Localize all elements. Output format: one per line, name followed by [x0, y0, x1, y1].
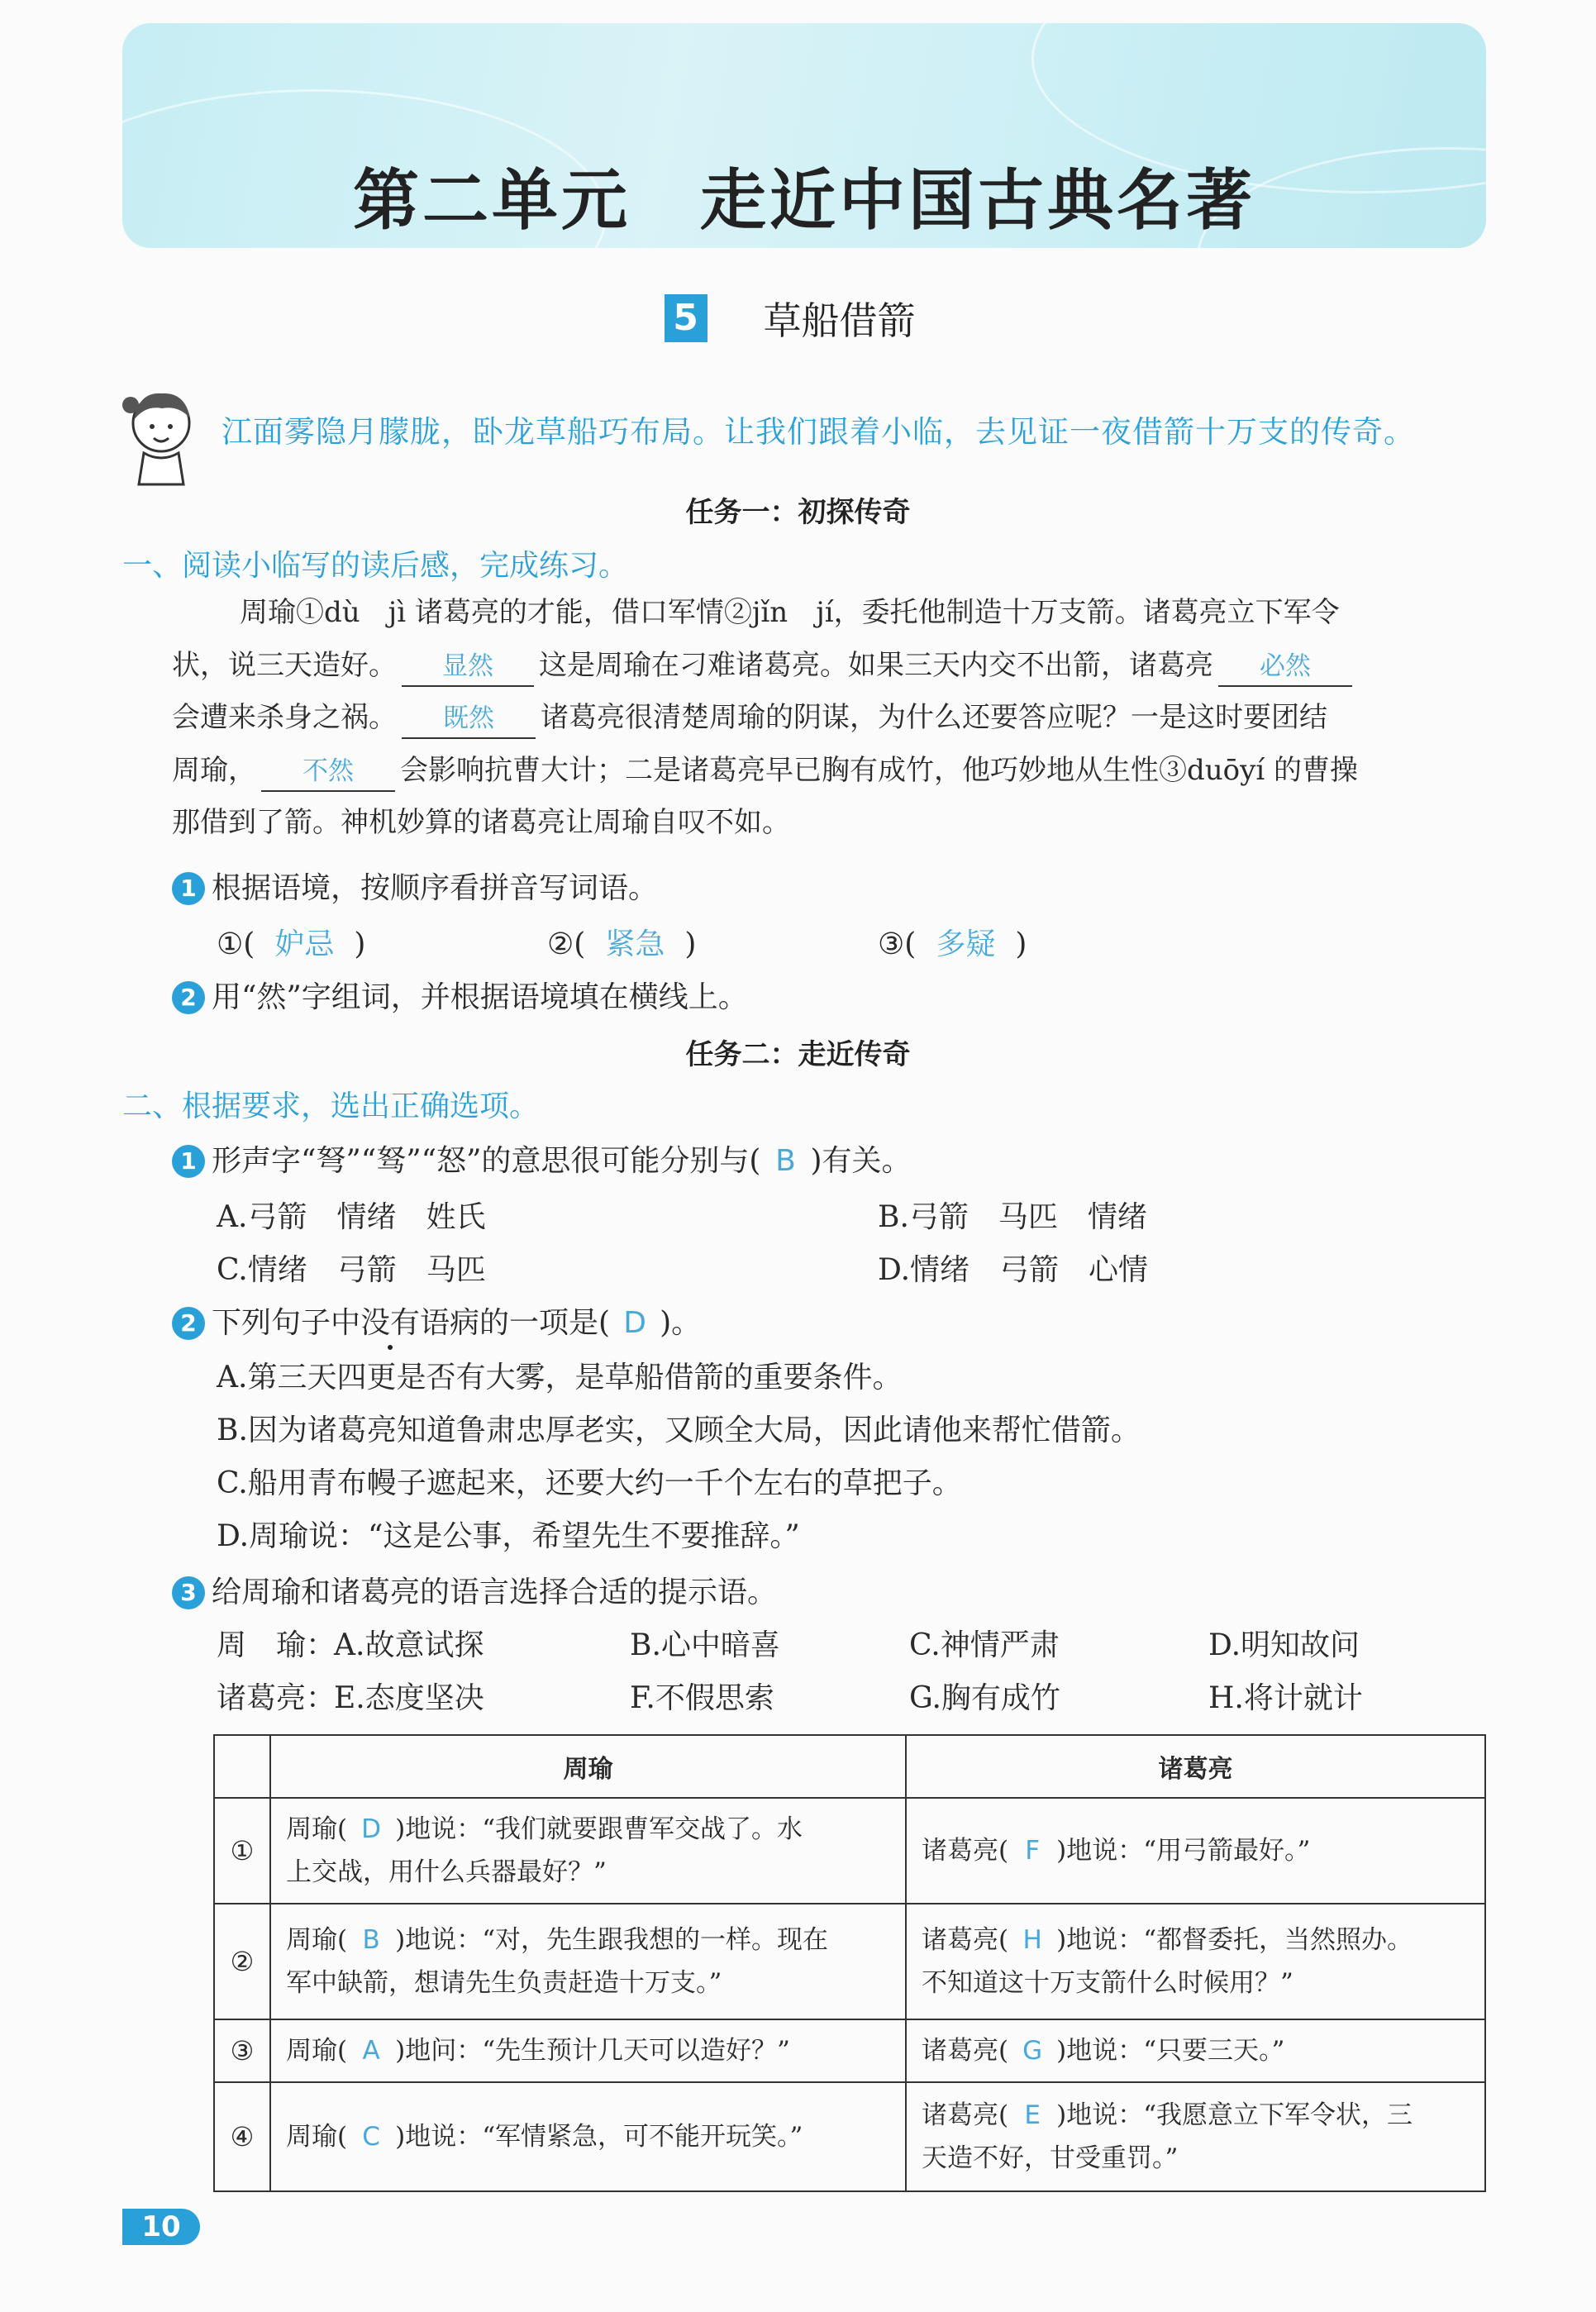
cue-option-b: B.心中暗喜 — [630, 1628, 780, 1662]
blank-4[interactable]: 不然 — [261, 752, 395, 792]
blank-1[interactable]: 显然 — [402, 647, 534, 687]
question-number-badge: 1 — [172, 872, 205, 905]
unit-title: 第二单元 走近中国古典名著 — [353, 162, 1255, 239]
row-index: ① — [214, 1798, 270, 1904]
option-a[interactable]: A.第三天四更是否有大雾，是草船借箭的重要条件。 — [217, 1361, 903, 1394]
lesson-number: 5 — [665, 294, 707, 342]
s2-question-2: 2 下列句子中没有语病的一项是( D )。 — [172, 1299, 701, 1342]
unit-banner — [122, 23, 1486, 248]
blank-3[interactable]: 既然 — [402, 699, 536, 739]
table-row — [214, 1904, 1485, 2019]
option-d[interactable]: D.周瑜说：“这是公事，希望先生不要推辞。” — [217, 1519, 800, 1553]
cell-answer[interactable]: D — [361, 1814, 382, 1844]
option-c[interactable]: C.船用青布幔子遮起来，还要大约一千个左右的草把子。 — [217, 1466, 962, 1500]
zhuge-cell: 诸葛亮( F )地说：“用弓箭最好。” — [906, 1798, 1485, 1904]
table-row — [214, 2082, 1485, 2191]
row-index: ④ — [214, 2082, 270, 2191]
passage-line-3: 会遭来杀身之祸。 既然 诸葛亮很清楚周瑜的阴谋，为什么还要答应呢？一是这时要团结 — [172, 692, 1486, 745]
task2-heading: 任务二：走近传奇 — [685, 1038, 911, 1071]
s1-question-1: 1 根据语境，按顺序看拼音写词语。 — [172, 865, 658, 907]
reading-passage — [172, 587, 1486, 850]
s2-question-3: 3 给周瑜和诸葛亮的语言选择合适的提示语。 — [172, 1569, 777, 1611]
s1-question-2: 2 用“然”字组词，并根据语境填在横线上。 — [172, 974, 748, 1016]
cue-option-d: D.明知故问 — [1208, 1628, 1360, 1662]
cell-answer[interactable]: B — [362, 1925, 380, 1955]
zhuge-cell: 诸葛亮( E )地说：“我愿意立下军令状，三 天造不好，甘受重罚。” — [906, 2082, 1485, 2191]
cue-option-h: H.将计就计 — [1208, 1681, 1363, 1715]
passage-line-5: 那借到了箭。神机妙算的诸葛亮让周瑜自叹不如。 — [172, 806, 790, 839]
cue-option-f: F.不假思索 — [630, 1681, 774, 1715]
emphasis-dotted: 没有 — [360, 1306, 421, 1340]
question-number-badge: 1 — [172, 1145, 205, 1178]
cell-answer[interactable]: C — [362, 2122, 380, 2152]
s2-q1-answer[interactable]: B — [775, 1144, 796, 1178]
section2-heading: 二、根据要求，选出正确选项。 — [122, 1089, 540, 1123]
zhouyu-cell: 周瑜( D )地说：“我们就要跟曹军交战了。水 上交战，用什么兵器最好？” — [270, 1798, 906, 1904]
cell-answer[interactable]: A — [362, 2036, 380, 2066]
cell-answer[interactable]: F — [1025, 1836, 1041, 1866]
zhuge-cell: 诸葛亮( G )地说：“只要三天。” — [906, 2019, 1485, 2082]
zhouyu-cell: 周瑜( A )地问：“先生预计几天可以造好？” — [270, 2019, 906, 2082]
passage-line-1: 周瑜①dù jì 诸葛亮的才能，借口军情②jǐn jí，委托他制造十万支箭。诸葛亮立下军令 — [240, 596, 1340, 629]
option-a[interactable]: A.弓箭 情绪 姓氏 — [217, 1200, 486, 1234]
table-row — [214, 2019, 1485, 2082]
page-number: 10 — [122, 2209, 200, 2245]
table-header-zhouyu: 周瑜 — [270, 1735, 906, 1798]
cell-answer[interactable]: H — [1022, 1925, 1042, 1955]
cue-option-a: A.故意试探 — [334, 1628, 484, 1662]
section1-heading: 一、阅读小临写的读后感，完成练习。 — [122, 549, 629, 583]
zhuge-cell: 诸葛亮( H )地说：“都督委托，当然照办。 不知道这十万支箭什么时候用？” — [906, 1904, 1485, 2019]
s2-question-1: 1 形声字“弩”“驽”“怒”的意思很可能分别与( B )有关。 — [172, 1137, 912, 1180]
option-d[interactable]: D.情绪 弓箭 心情 — [878, 1253, 1149, 1287]
s1-q1-answer-3: ③( 多疑 ) — [878, 927, 1027, 961]
zhouyu-options-label: 周 瑜： — [217, 1628, 336, 1662]
table-header-zhuge: 诸葛亮 — [906, 1735, 1485, 1798]
option-b[interactable]: B.弓箭 马匹 情绪 — [878, 1200, 1147, 1234]
dialogue-table — [213, 1734, 1486, 2192]
option-b[interactable]: B.因为诸葛亮知道鲁肃忠厚老实，又顾全大局，因此请他来帮忙借箭。 — [217, 1413, 1141, 1447]
s2-q2-answer[interactable]: D — [623, 1306, 646, 1340]
cue-option-e: E.态度坚决 — [334, 1681, 484, 1715]
row-index: ③ — [214, 2019, 270, 2082]
table-row — [214, 1798, 1485, 1904]
s1-q1-answer-1: ①( 妒忌 ) — [217, 927, 366, 961]
lesson-heading — [0, 291, 1596, 346]
passage-line-2: 状，说三天造好。 显然 这是周瑜在刁难诸葛亮。如果三天内交不出箭，诸葛亮 必然 — [172, 640, 1486, 693]
zhouyu-cell: 周瑜( C )地说：“军情紧急，可不能开玩笑。” — [270, 2082, 906, 2191]
row-index: ② — [214, 1904, 270, 2019]
table-header-row — [214, 1735, 1485, 1798]
zhouyu-cell: 周瑜( B )地说：“对，先生跟我想的一样。现在 军中缺箭，想请先生负责赶造十万支。” — [270, 1904, 906, 2019]
s1-q1-answer-2: ②( 紧急 ) — [547, 927, 697, 961]
girl-avatar-icon — [116, 380, 207, 488]
zhuge-options-label: 诸葛亮： — [217, 1681, 336, 1715]
passage-line-4: 周瑜， 不然 会影响抗曹大计；二是诸葛亮早已胸有成竹，他巧妙地从生性③duōyí 的曹操 — [172, 745, 1486, 798]
task1-heading: 任务一：初探传奇 — [685, 496, 911, 529]
question-number-badge: 3 — [172, 1576, 205, 1609]
cue-option-g: G.胸有成竹 — [909, 1681, 1060, 1715]
question-number-badge: 2 — [172, 981, 205, 1014]
lesson-title: 草船借箭 — [763, 298, 916, 343]
option-c[interactable]: C.情绪 弓箭 马匹 — [217, 1253, 486, 1287]
blank-2[interactable]: 必然 — [1218, 647, 1352, 687]
cell-answer[interactable]: E — [1024, 2100, 1041, 2130]
intro-text: 江面雾隐月朦胧，卧龙草船巧布局。让我们跟着小临，去见证一夜借箭十万支的传奇。 — [222, 414, 1415, 450]
cue-option-c: C.神情严肃 — [909, 1628, 1060, 1662]
table-header-index — [214, 1735, 270, 1798]
cell-answer[interactable]: G — [1022, 2036, 1043, 2066]
question-number-badge: 2 — [172, 1307, 205, 1340]
